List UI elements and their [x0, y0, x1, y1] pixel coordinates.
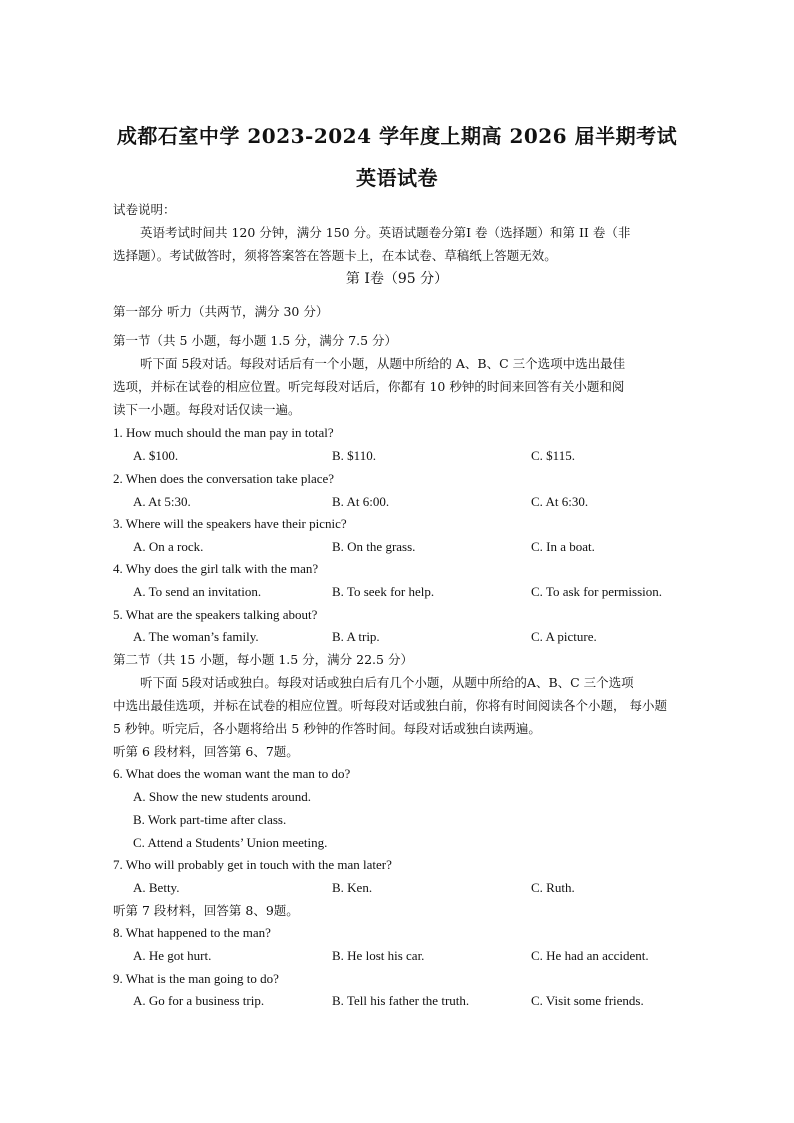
section-intro: 5 秒钟。听完后，各小题将给出 5 秒钟的作答时间。每段对话或独白读两遍。 [113, 721, 541, 736]
question-text: 8. What happened to the man? [113, 925, 271, 940]
option-b: B. Ken. [332, 880, 373, 895]
instructions-heading: 试卷说明： [113, 202, 176, 217]
material-note: 听第 6 段材料，回答第 6、7题。 [113, 744, 299, 759]
option-c: C. He had an accident. [531, 948, 649, 963]
option-b: B. $110. [332, 448, 376, 463]
section-intro: 选项，并标在试卷的相应位置。听完每段对话后，你都有 10 秒钟的时间来回答有关小题和阅 [113, 379, 625, 394]
option-b: B. To seek for help. [332, 584, 435, 599]
question-text: 3. Where will the speakers have their picnic? [113, 516, 347, 531]
section-title: 第二节（共 15 小题，每小题 1.5 分，满分 22.5 分） [113, 652, 413, 667]
instructions-line: 英语考试时间共 120 分钟，满分 150 分。英语试题卷分第I 卷（选择题）和第 II 卷（非 [140, 225, 631, 240]
option-b: B. He lost his car. [332, 948, 425, 963]
section-intro: 读下一小题。每段对话仅读一遍。 [113, 402, 301, 417]
volume-title: 第 I卷（95 分） [345, 271, 449, 287]
option-a: A. Show the new students around. [133, 789, 312, 804]
question-text: 5. What are the speakers talking about? [113, 607, 318, 622]
section-intro: 中选出最佳选项，并标在试卷的相应位置。听每段对话或独白前，你将有时间阅读各个小题， 每小题 [113, 698, 667, 713]
option-a: A. Betty. [133, 880, 180, 895]
option-a: A. On a rock. [133, 539, 204, 554]
option-c: C. Ruth. [531, 880, 575, 895]
exam-subtitle: 英语试卷 [356, 166, 438, 190]
option-c: C. $115. [531, 448, 575, 463]
option-a: A. Go for a business trip. [133, 993, 265, 1008]
option-a: A. He got hurt. [133, 948, 212, 963]
question-text: 2. When does the conversation take place? [113, 471, 335, 486]
option-a: A. $100. [133, 448, 179, 463]
option-b: B. A trip. [332, 629, 380, 644]
exam-title: 成都石室中学 2023-2024 学年度上期高 2026 届半期考试 [116, 124, 678, 148]
option-c: C. In a boat. [531, 539, 595, 554]
material-note: 听第 7 段材料，回答第 8、9题。 [113, 903, 299, 918]
instructions-line: 选择题）。考试做答时，须将答案答在答题卡上，在本试卷、草稿纸上答题无效。 [113, 248, 557, 263]
option-a: A. The woman’s family. [133, 629, 259, 644]
option-c: C. To ask for permission. [531, 584, 663, 599]
option-c: C. Attend a Students’ Union meeting. [133, 835, 328, 850]
section-intro: 听下面 5段对话或独白。每段对话或独白后有几个小题，从题中所给的A、B、C 三个选项 [140, 675, 634, 690]
option-b: B. Tell his father the truth. [332, 993, 470, 1008]
option-c: C. At 6:30. [531, 494, 589, 509]
part-title: 第一部分 听力（共两节，满分 30 分） [113, 304, 329, 319]
option-c: C. Visit some friends. [531, 993, 644, 1008]
question-text: 9. What is the man going to do? [113, 971, 279, 986]
option-c: C. A picture. [531, 629, 597, 644]
option-b: B. At 6:00. [332, 494, 390, 509]
section-title: 第一节（共 5 小题，每小题 1.5 分，满分 7.5 分） [113, 333, 398, 348]
question-text: 7. Who will probably get in touch with the man later? [113, 857, 392, 872]
question-text: 6. What does the woman want the man to do? [113, 766, 351, 781]
option-b: B. Work part-time after class. [133, 812, 287, 827]
option-b: B. On the grass. [332, 539, 416, 554]
section-intro: 听下面 5段对话。每段对话后有一个小题，从题中所给的 A、B、C 三个选项中选出最佳 [140, 356, 626, 371]
question-text: 1. How much should the man pay in total? [113, 425, 334, 440]
option-a: A. To send an invitation. [133, 584, 262, 599]
question-text: 4. Why does the girl talk with the man? [113, 561, 319, 576]
option-a: A. At 5:30. [133, 494, 191, 509]
